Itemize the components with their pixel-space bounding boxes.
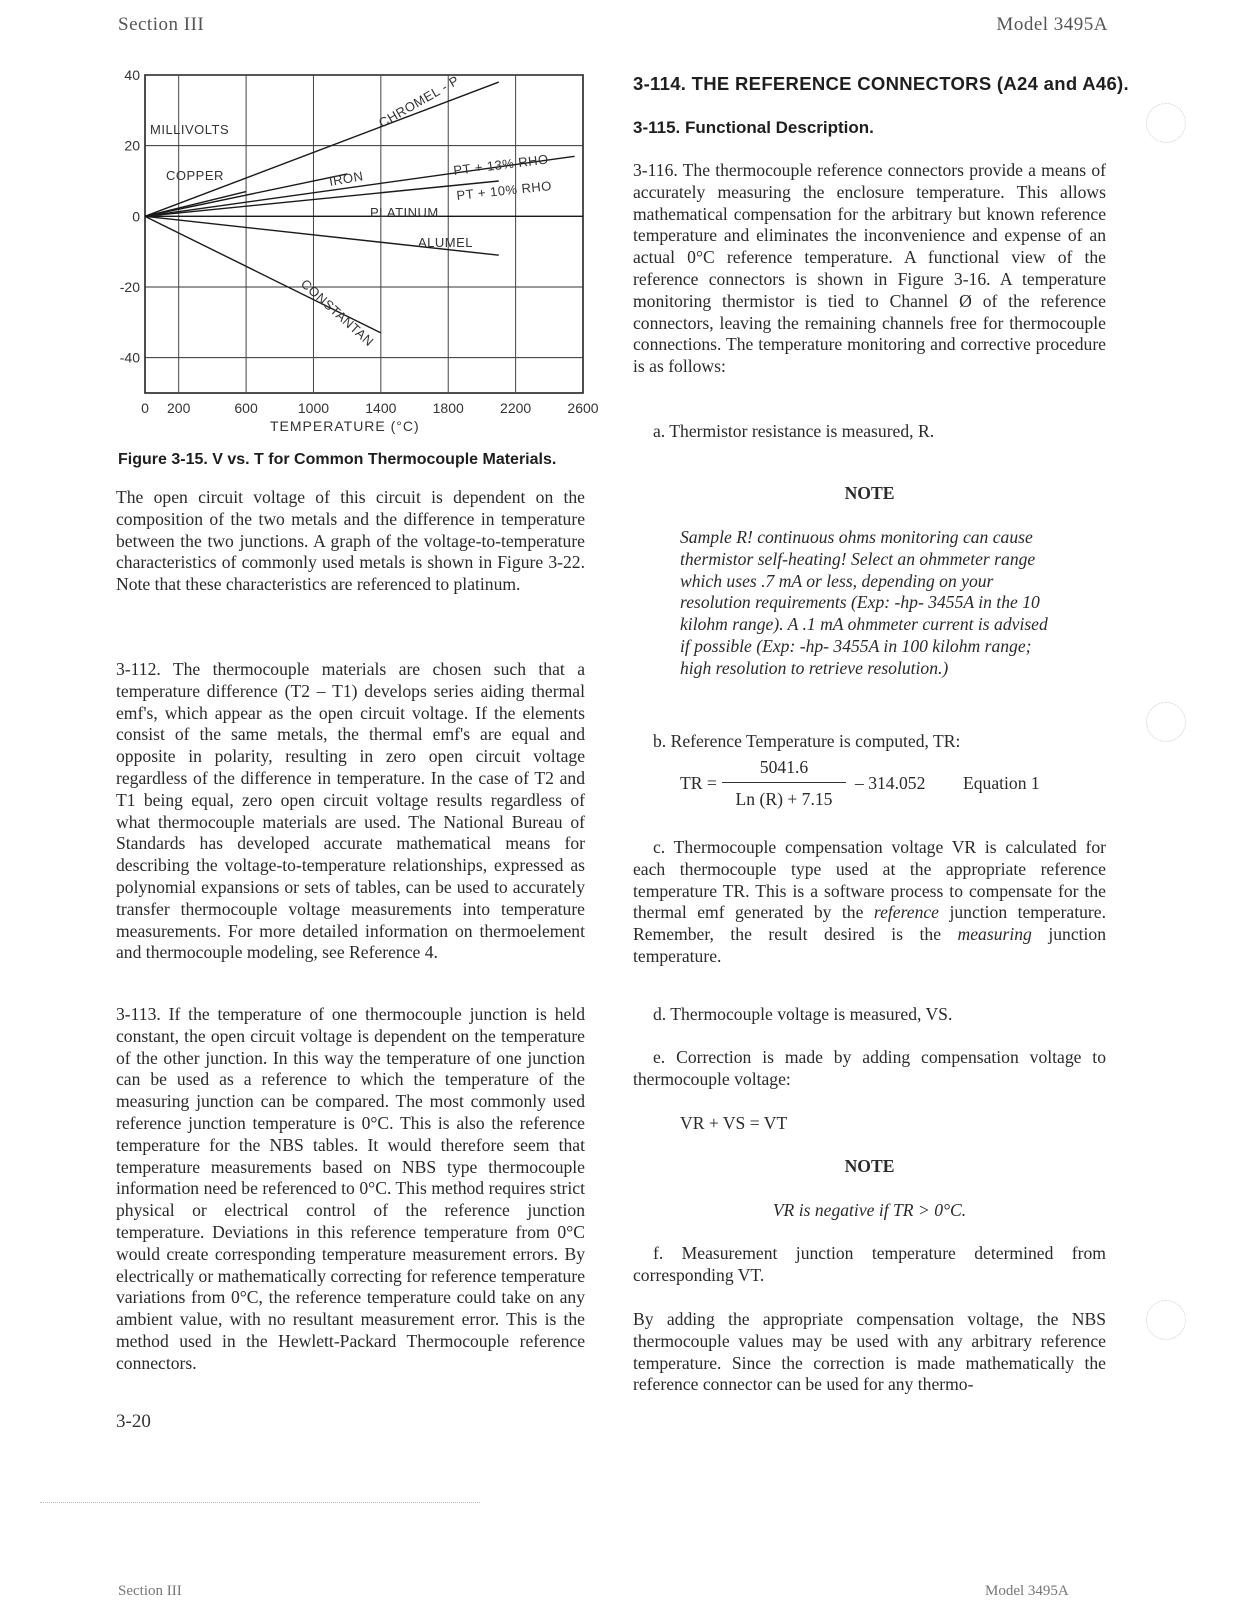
equation-1-lhs: TR = xyxy=(680,773,717,793)
note-title-2: NOTE xyxy=(844,1156,895,1176)
figure-caption: Figure 3-15. V vs. T for Common Thermocouple Materials. xyxy=(118,451,557,468)
step-c: c. Thermocouple compensation voltage VR is calculated for each thermocouple type used at the appropriate reference temperature TR. This is a software process to compensate for the thermal emf generated by the reference junction temperature. Remember, the result desired is the measuring junction temperature. xyxy=(633,837,1106,966)
left-paragraph-1: The open circuit voltage of this circuit is dependent on the composition of the two metals and the difference in temperature between the two junctions. A graph of the voltage-to-temperature characteristics of commonly used metals is shown in Figure 3-22. Note that these characteristics are referenced to platinum. xyxy=(116,487,585,595)
x-tick-label: 1800 xyxy=(432,400,464,416)
note-title-1: NOTE xyxy=(844,483,895,503)
left-paragraph-3-112: 3-112. The thermocouple materials are chosen such that a temperature difference (T2 – T1) develops series aiding thermal emf's, which appear as the open circuit voltage. If the elements consist of the same metals, the thermal emf's are equal and opposite in polarity, resulting in zero open circuit voltage regardless of the difference in temperature. In the case of T2 and T1 being equal, zero open circuit voltage results regardless of what thermocouple materials are used. The National Bureau of Standards has developed accurate mathematical means for describing the voltage-to-temperature relationships, expressed as polynomial expansions or sets of tables, can be used to accurately transfer thermocouple voltage measurements into temperature measurements. For more detailed information on thermoelement and thermocouple modeling, see Reference 4. xyxy=(116,659,585,963)
next-page-model-header: Model 3495A xyxy=(985,1583,1069,1597)
left-paragraph-3-113: 3-113. If the temperature of one thermocouple junction is held constant, the open circuit voltage is dependent on the temperature of the other junction. In this way the temperature of one junction can be used as a reference to which the temperature of the measuring junction can be compared. The most commonly used reference junction temperature is 0°C. This is also the reference temperature for the NBS tables. It would therefore seem that temperature measurements based on NBS type thermocouple information need be referenced to 0°C. This method requires strict physical or electrical control of the reference junction temperature. Deviations in this reference temperature from 0°C would create corresponding temperature measurement errors. By electrically or mathematically correcting for reference temperature variations from 0°C, the reference temperature could take on any ambient value, with no resultant measurement error. This is the method used in the Hewlett-Packard Thermocouple reference connectors. xyxy=(116,1004,585,1373)
step-a: a. Thermistor resistance is measured, R. xyxy=(653,421,935,441)
x-tick-label: 2200 xyxy=(500,400,532,416)
x-tick-label: 1400 xyxy=(365,400,397,416)
millivolts-label: MILLIVOLTS xyxy=(150,122,230,137)
equation-1-denominator: Ln (R) + 7.15 xyxy=(735,789,833,809)
scan-line xyxy=(40,1502,480,1503)
x-tick-label: 1000 xyxy=(297,400,330,416)
chromel-label: CHROMEL - P xyxy=(376,72,462,131)
heading-3-114: 3-114. THE REFERENCE CONNECTORS (A24 and A46). xyxy=(633,73,1129,94)
x-tick-label: 200 xyxy=(167,400,191,416)
figure-3-15 xyxy=(108,62,608,442)
section-header: Section III xyxy=(118,14,205,35)
note-2-text: VR is negative if TR > 0°C. xyxy=(772,1200,967,1220)
alumel-label: ALUMEL xyxy=(418,235,474,250)
y-tick-label: 0 xyxy=(132,208,140,225)
equation-1-numerator: 5041.6 xyxy=(759,757,809,777)
y-tick-label: 40 xyxy=(124,67,140,83)
x-tick-label: 600 xyxy=(234,400,258,416)
step-b: b. Reference Temperature is computed, TR: xyxy=(653,731,961,751)
page-number: 3-20 xyxy=(116,1411,151,1432)
note-1-text: Sample R! continuous ohms monitoring can cause thermistor self-heating! Select an ohmmeter range which uses .7 mA or less, depending on your resolution requirements (Exp: -hp- 3455A in the 10 kilohm range). A .1 mA ohmmeter current is advised if possible (Exp: -hp- 3455A in 100 kilohm range; high resolution to retrieve resolution.) xyxy=(680,527,1048,678)
platinum-label: PLATINUM xyxy=(370,205,439,220)
x-tick-label: 2600 xyxy=(567,400,599,416)
chart-xlabel: TEMPERATURE (°C) xyxy=(270,418,420,434)
y-tick-label: 20 xyxy=(124,137,140,154)
constantan-label: CONSTANTAN xyxy=(297,276,377,350)
step-e: e. Correction is made by adding compensation voltage to thermocouple voltage: xyxy=(633,1047,1106,1089)
series-line xyxy=(145,82,499,216)
y-tick-label: -40 xyxy=(119,349,140,366)
equation-2: VR + VS = VT xyxy=(680,1113,788,1133)
series-line xyxy=(145,181,499,216)
next-page-section-header: Section III xyxy=(118,1583,182,1597)
pt10-label: PT + 10% RHO xyxy=(455,178,553,203)
step-f: f. Measurement junction temperature determined from corresponding VT. xyxy=(633,1243,1106,1285)
equation-1-rhs: – 314.052 xyxy=(855,773,926,793)
x-tick-label: 0 xyxy=(141,400,149,416)
equation-1-label: Equation 1 xyxy=(963,773,1040,793)
pt13-label: PT + 13% RHO xyxy=(452,151,550,178)
binder-hole xyxy=(1146,103,1186,143)
iron-label: IRON xyxy=(327,168,365,189)
y-tick-label: -20 xyxy=(119,279,140,295)
step-d: d. Thermocouple voltage is measured, VS. xyxy=(653,1004,953,1024)
binder-hole xyxy=(1146,1300,1186,1340)
paragraph-3-116: 3-116. The thermocouple reference connectors provide a means of accurately measuring the enclosure temperature. This allows mathematical compensation for the arbitrary but known reference temperature and eliminates the inconvenience and expense of an actual 0°C reference temperature. A functional view of the reference connectors is shown in Figure 3-16. A temperature monitoring thermistor is tied to Channel Ø of the reference connectors, leaving the remaining channels free for thermocouple connections. The temperature monitoring and corrective procedure is as follows: xyxy=(633,160,1106,377)
binder-hole xyxy=(1146,702,1186,742)
final-paragraph: By adding the appropriate compensation voltage, the NBS thermocouple values may be used with any arbitrary reference temperature. Since the correction is made mathematically the reference connector can be used for any thermo- xyxy=(633,1309,1106,1395)
model-header: Model 3495A xyxy=(996,14,1108,35)
fraction-bar xyxy=(722,782,846,783)
copper-label: COPPER xyxy=(166,168,224,183)
thermocouple-chart xyxy=(108,62,608,442)
heading-3-115: 3-115. Functional Description. xyxy=(633,118,874,137)
